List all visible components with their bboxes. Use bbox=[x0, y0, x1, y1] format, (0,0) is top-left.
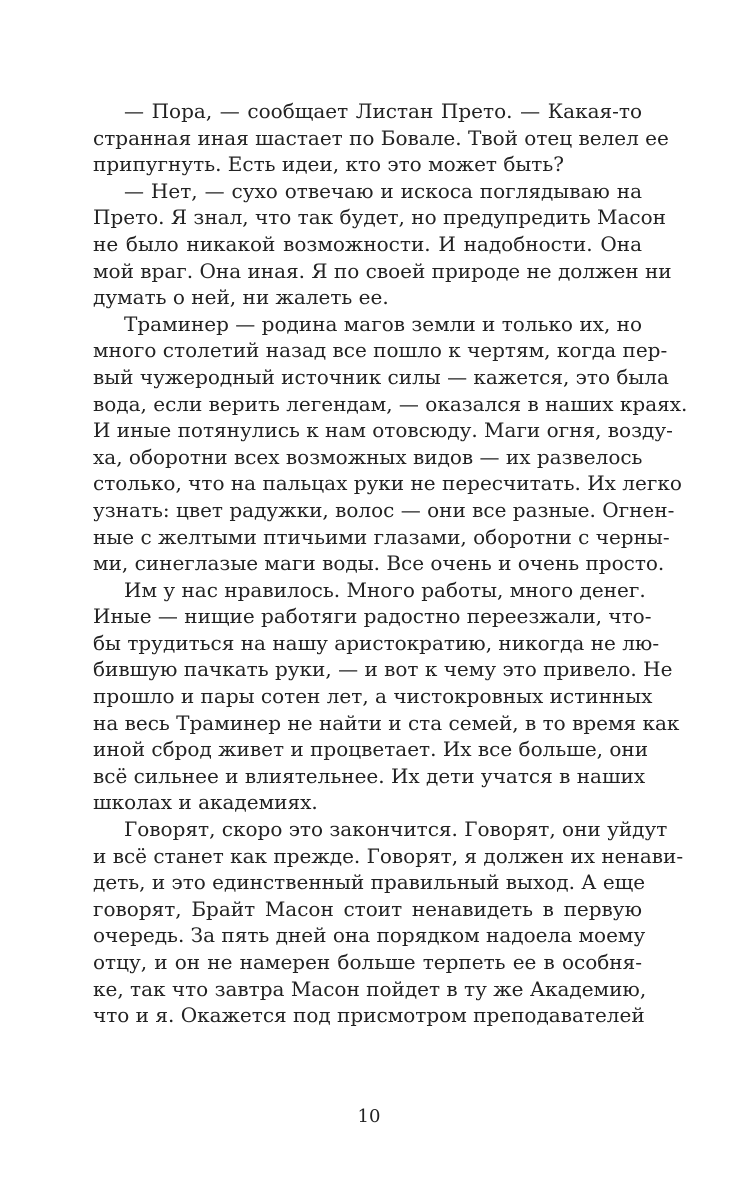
text-line: бы трудиться на нашу аристократию, никогда не лю- bbox=[93, 630, 660, 655]
text-line: столько, что на пальцах руки не пересчитать. Их легко bbox=[93, 471, 682, 496]
text-line: Траминер — родина магов земли и только их, но bbox=[124, 311, 643, 336]
text-line: — Нет, — сухо отвечаю и искоса поглядываю на bbox=[124, 178, 642, 203]
text-line: думать о ней, ни жалеть ее. bbox=[93, 285, 389, 310]
text-line: что и я. Окажется под присмотром преподавателей bbox=[93, 1003, 645, 1028]
text-line: бившую пачкать руки, — и вот к чему это привело. Не bbox=[93, 657, 673, 682]
text-line: деть, и это единственный правильный выход. А еще bbox=[93, 870, 646, 895]
text-line: узнать: цвет радужки, волос — они все разные. Огнен- bbox=[93, 497, 675, 522]
text-line: и всё станет как прежде. Говорят, я должен их ненави- bbox=[93, 843, 684, 868]
text-line: ми, синеглазые маги воды. Все очень и очень просто. bbox=[93, 551, 665, 576]
text-line: всё сильнее и влиятельнее. Их дети учатся в наших bbox=[93, 763, 646, 788]
text-line: ке, так что завтра Масон пойдет в ту же Академию, bbox=[93, 976, 647, 1001]
paragraph bbox=[93, 98, 669, 178]
paragraph bbox=[93, 816, 684, 1029]
paragraph bbox=[93, 577, 680, 816]
text-line: Прето. Я знал, что так будет, но предупредить Масон bbox=[93, 205, 666, 230]
text-line: мой враг. Она иная. Я по своей природе не должен ни bbox=[93, 258, 672, 283]
text-line: Говорят, скоро это закончится. Говорят, они уйдут bbox=[124, 817, 668, 842]
paragraph bbox=[93, 178, 672, 311]
text-line: иной сброд живет и процветает. Их все больше, они bbox=[93, 737, 649, 762]
text-line: ные с желтыми птичьими глазами, оборотни с черны- bbox=[93, 524, 670, 549]
text-line: ха, оборотни всех возможных видов — их развелось bbox=[93, 444, 643, 469]
text-line: И иные потянулись к нам отовсюду. Маги огня, возду- bbox=[93, 418, 673, 443]
text-line: говорят, Брайт Масон стоит ненавидеть в первую bbox=[93, 896, 642, 921]
text-line: странная иная шастает по Бовале. Твой отец велел ее bbox=[93, 125, 669, 150]
text-line: школах и академиях. bbox=[93, 790, 318, 815]
body-text bbox=[93, 98, 688, 1029]
text-line: прошло и пары сотен лет, а чистокровных истинных bbox=[93, 684, 653, 709]
text-line: не было никакой возможности. И надобности. Она bbox=[93, 231, 642, 256]
text-line: очередь. За пять дней она порядком надоела моему bbox=[93, 923, 646, 948]
text-line: Им у нас нравилось. Много работы, много денег. bbox=[124, 577, 646, 602]
text-line: вода, если верить легендам, — оказался в наших краях. bbox=[93, 391, 688, 416]
text-line: вый чужеродный источник силы — кажется, это была bbox=[93, 364, 669, 389]
paragraph bbox=[93, 311, 688, 577]
text-line: отцу, и он не намерен больше терпеть ее в особня- bbox=[93, 950, 642, 974]
text-line: — Пора, — сообщает Листан Прето. — Какая-то bbox=[124, 99, 642, 123]
page-number: 10 bbox=[357, 1106, 381, 1127]
text-line: Иные — нищие работяги радостно переезжали, что- bbox=[93, 604, 652, 629]
text-line: припугнуть. Есть идеи, кто это может быть? bbox=[93, 152, 564, 177]
text-line: много столетий назад все пошло к чертям, когда пер- bbox=[93, 338, 668, 363]
text-line: на весь Траминер не найти и ста семей, в то время как bbox=[93, 710, 680, 735]
